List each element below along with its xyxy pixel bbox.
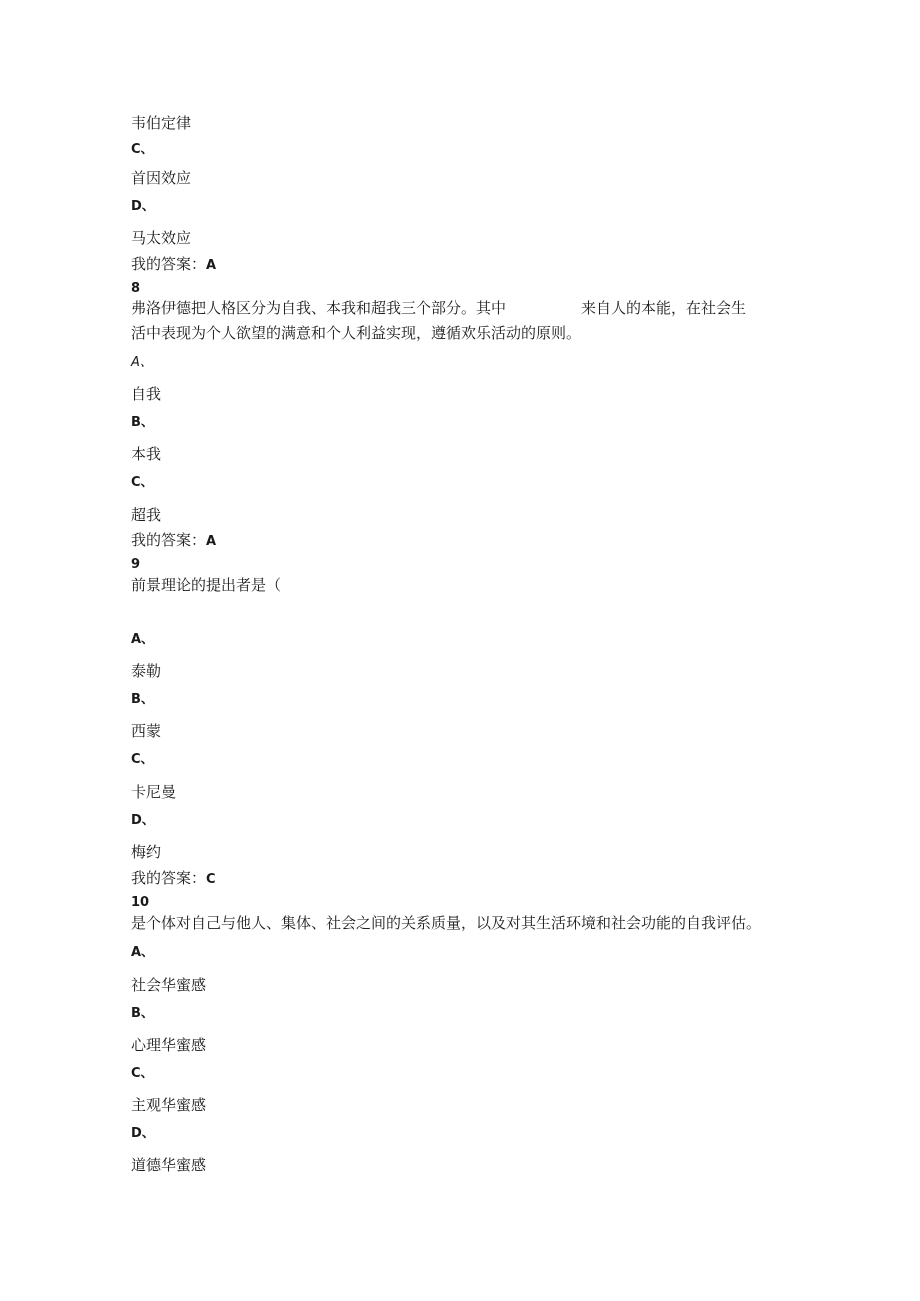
question-10-option-a-text: 社会华蜜感	[131, 976, 207, 994]
answer-label: 我的答案：	[131, 255, 207, 273]
question-8-option-c-text: 超我	[131, 506, 162, 524]
answer-value: A	[206, 258, 217, 273]
question-10-option-b-label: B、	[131, 1006, 154, 1021]
question-8-stem-part2: 来自人的本能，在社会生	[581, 299, 747, 317]
question-9-number: 9	[131, 557, 141, 572]
question-8-option-c-label: C、	[131, 475, 154, 490]
question-10-stem: 是个体对自己与他人、集体、社会之间的关系质量，以及对其生活环境和社会功能的自我评估。	[131, 914, 762, 932]
question-9-option-b-label: B、	[131, 692, 154, 707]
question-10-option-c-text: 主观华蜜感	[131, 1096, 207, 1114]
answer-value: C	[206, 872, 216, 887]
question-9-option-c-text: 卡尼曼	[131, 783, 177, 801]
question-10-option-b-text: 心理华蜜感	[131, 1036, 207, 1054]
question-8-option-a-label: A、	[131, 355, 153, 370]
question-10-option-a-label: A、	[131, 945, 155, 960]
question-8-answer	[131, 533, 216, 549]
question-10-option-d-text: 道德华蜜感	[131, 1156, 207, 1174]
question-8-option-b-text: 本我	[131, 445, 162, 463]
question-10-number: 10	[131, 895, 150, 910]
question-9-answer	[131, 871, 216, 887]
question-9-stem: 前景理论的提出者是（	[131, 576, 282, 594]
question-10-option-c-label: C、	[131, 1066, 154, 1081]
question-9-option-d-text: 梅约	[131, 843, 162, 861]
question-8-option-a-text: 自我	[131, 385, 162, 403]
question-10-option-d-label: D、	[131, 1126, 155, 1141]
question-8-stem-line2: 活中表现为个人欲望的满意和个人利益实现，遵循欢乐活动的原则。	[131, 324, 582, 342]
question-8-option-b-label: B、	[131, 415, 154, 430]
prev-option-b-text: 韦伯定律	[131, 114, 192, 132]
prev-answer	[131, 257, 216, 273]
prev-option-c-label: C、	[131, 142, 154, 157]
question-9-option-c-label: C、	[131, 752, 154, 767]
question-8-number: 8	[131, 281, 141, 296]
question-9-option-b-text: 西蒙	[131, 722, 162, 740]
question-9-option-a-text: 泰勒	[131, 662, 162, 680]
prev-option-d-label: D、	[131, 199, 155, 214]
answer-label: 我的答案：	[131, 869, 207, 887]
answer-label: 我的答案：	[131, 531, 207, 549]
question-8-stem-part1: 弗洛伊德把人格区分为自我、本我和超我三个部分。其中	[131, 299, 507, 317]
prev-option-d-text: 马太效应	[131, 229, 192, 247]
prev-option-c-text: 首因效应	[131, 169, 192, 187]
question-9-option-d-label: D、	[131, 813, 155, 828]
question-9-option-a-label: A、	[131, 632, 155, 647]
answer-value: A	[206, 534, 217, 549]
